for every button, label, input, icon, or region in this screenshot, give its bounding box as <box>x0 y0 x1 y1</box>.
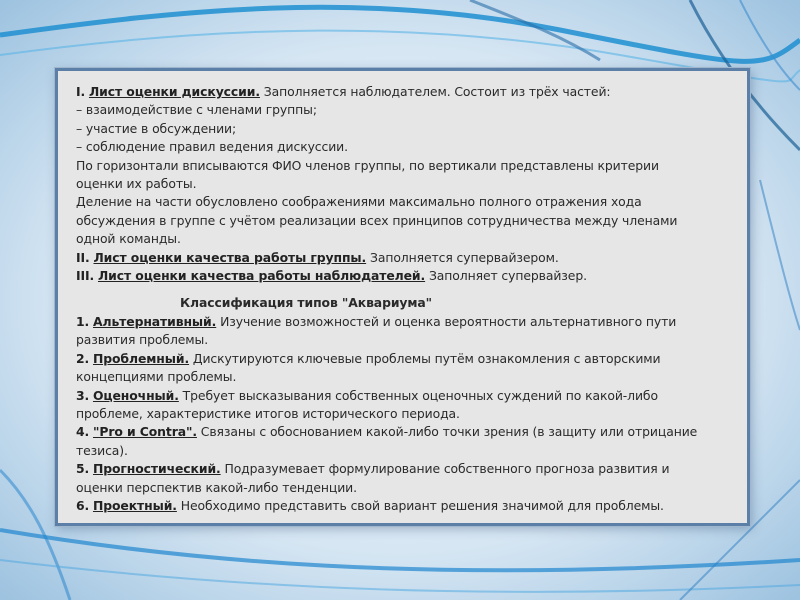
type-item <box>76 423 735 460</box>
type-description: Подразумевает формулирование собственного прогноза развития и <box>220 461 670 477</box>
section-3-text: Заполняет супервайзер. <box>425 268 587 284</box>
text-panel <box>55 68 750 526</box>
type-name: Прогностический. <box>92 461 221 477</box>
section-3-numeral: III. <box>76 268 95 284</box>
type-description-cont: оценки перспектив какой-либо тенденции. <box>76 479 357 495</box>
section-1-paragraph-line: оценки их работы. <box>76 176 197 192</box>
type-number: 1. <box>76 313 90 329</box>
section-1-paragraph-line: Деление на части обусловлено соображениями максимально полного отражения хода <box>76 194 642 210</box>
section-3-line <box>76 267 735 285</box>
type-number: 6. <box>76 497 90 513</box>
section-2-numeral: II. <box>76 249 90 265</box>
type-description-cont: концепциями проблемы. <box>76 369 237 385</box>
type-name: Проблемный. <box>92 350 190 366</box>
type-description: Требует высказывания собственных оценочных суждений по какой-либо <box>178 387 658 403</box>
section-1-numeral: I. <box>76 84 86 99</box>
section-2-line <box>76 249 735 267</box>
type-item <box>76 460 735 497</box>
section-1-part: – взаимодействие с членами группы; <box>76 102 317 118</box>
section-3-title: Лист оценки качества работы наблюдателей. <box>97 268 426 284</box>
section-1-part: – участие в обсуждении; <box>76 120 237 136</box>
type-description-cont: проблеме, характеристике итогов исторического периода. <box>76 405 460 421</box>
classification-heading: Классификация типов "Аквариума" <box>180 295 433 311</box>
type-name: Оценочный. <box>92 387 179 403</box>
type-number: 4. <box>76 424 90 440</box>
section-1-intro: Заполняется наблюдателем. Состоит из трёх частей: <box>259 84 611 99</box>
type-name: Альтернативный. <box>92 313 217 329</box>
type-number: 2. <box>76 350 90 366</box>
type-name: "Pro и Contra". <box>92 424 197 440</box>
section-1-part: – соблюдение правил ведения дискуссии. <box>76 139 348 155</box>
type-number: 5. <box>76 461 90 477</box>
section-1-title: Лист оценки дискуссии. <box>88 84 260 99</box>
type-description: Изучение возможностей и оценка вероятности альтернативного пути <box>216 313 677 329</box>
type-description: Дискутируются ключевые проблемы путём ознакомления с авторскими <box>189 350 661 366</box>
type-description-cont: развития проблемы. <box>76 332 209 348</box>
type-description: Связаны с обоснованием какой-либо точки зрения (в защиту или отрицание <box>196 424 698 440</box>
panel-content <box>76 83 735 515</box>
type-number: 3. <box>76 387 90 403</box>
section-1-paragraph-line: обсуждения в группе с учётом реализации всех принципов сотрудничества между членами <box>76 212 678 228</box>
type-item <box>76 350 735 387</box>
section-1-paragraph-line: По горизонтали вписываются ФИО членов группы, по вертикали представлены критерии <box>76 157 659 173</box>
section-1-paragraph-line: одной команды. <box>76 231 181 247</box>
type-item <box>76 387 735 424</box>
section-2-title: Лист оценки качества работы группы. <box>93 249 367 265</box>
type-name: Проектный. <box>92 497 177 513</box>
section-1-line <box>76 83 735 101</box>
type-item <box>76 313 735 350</box>
type-description: Необходимо представить свой вариант решения значимой для проблемы. <box>176 497 664 513</box>
type-item <box>76 497 735 515</box>
section-2-text: Заполняется супервайзером. <box>366 249 559 265</box>
type-description-cont: тезиса). <box>76 442 128 458</box>
